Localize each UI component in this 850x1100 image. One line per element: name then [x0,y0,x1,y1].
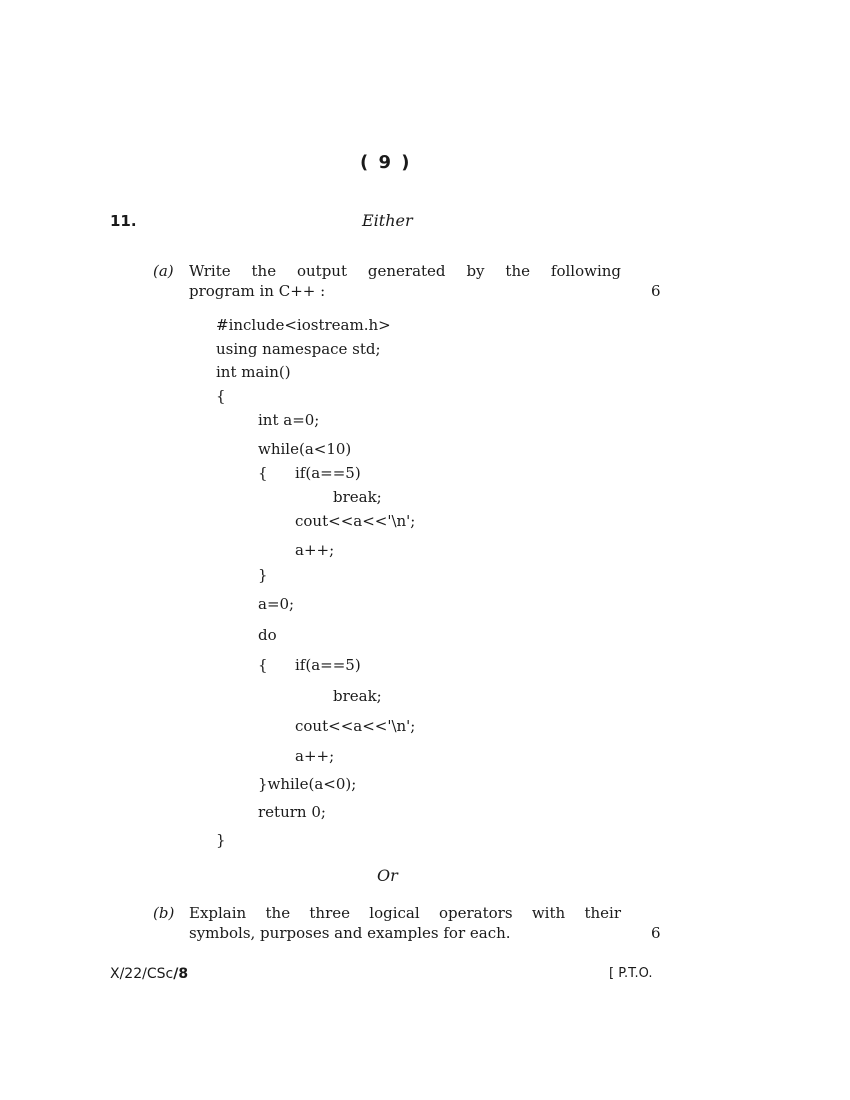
part-b-line-1: Explain the three logical operators with their [189,904,621,922]
part-a-label: (a) [153,262,174,280]
code-line: do [258,626,277,644]
code-line: a++; [295,541,335,559]
code-line: { [258,464,268,482]
code-line: break; [333,488,382,506]
pto-marker: [ P.T.O. [609,966,653,981]
code-line: } [258,566,268,584]
part-a-line-2: program in C++ : [189,282,326,300]
code-line: }while(a<0); [258,775,357,793]
question-number: 11. [110,212,137,230]
part-b-line-2: symbols, purposes and examples for each. [189,924,511,942]
code-line: { [258,656,268,674]
code-line: cout<<a<<'\n'; [295,717,416,735]
paper-code-text: X/22/CSc [110,966,174,982]
code-line: cout<<a<<'\n'; [295,512,416,530]
code-line: } [216,831,226,849]
part-a-line-1: Write the output generated by the following [189,262,621,280]
code-line: using namespace std; [216,340,381,358]
code-line: break; [333,687,382,705]
page-number: ( 9 ) [360,152,412,173]
code-line: if(a==5) [295,464,361,482]
part-b-label: (b) [153,904,175,922]
code-line: while(a<10) [258,440,352,458]
code-line: { [216,387,226,405]
part-a-marks: 6 [651,282,661,300]
either-label: Either [362,211,413,230]
or-label: Or [377,866,398,885]
code-line: a++; [295,747,335,765]
paper-code [110,966,188,982]
code-line: if(a==5) [295,656,361,674]
code-line: int a=0; [258,411,320,429]
code-line: return 0; [258,803,326,821]
part-b-marks: 6 [651,924,661,942]
paper-code-suffix: /8 [173,966,189,982]
code-line: a=0; [258,595,295,613]
code-line: #include<iostream.h> [216,316,391,334]
code-line: int main() [216,363,291,381]
